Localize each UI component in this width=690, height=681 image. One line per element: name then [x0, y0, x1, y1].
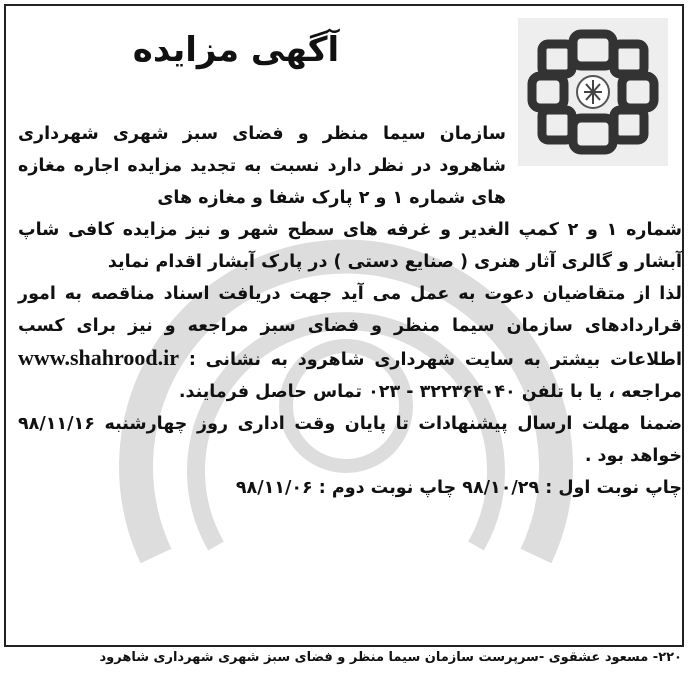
- municipality-logo: [518, 18, 668, 166]
- notice-title: آگهی مزایده: [132, 30, 340, 70]
- notice-frame: [4, 4, 684, 647]
- notice-intro: سازمان سیما منظر و فضای سبز شهری شهرداری شاهرود در نظر دارد نسبت به تجدید مزایده اجاره مغازه های شماره ۱ و ۲ پارک شفا و مغازه های: [18, 124, 506, 208]
- website-link[interactable]: www.shahrood.ir: [18, 345, 179, 370]
- footer-signature: ۲۲۰- مسعود عشقوی -سرپرست سازمان سیما منظر و فضای سبز شهری شهرداری شاهرود: [99, 650, 682, 665]
- deadline-text: ضمنا مهلت ارسال پیشنهادات تا پایان وقت اداری روز چهارشنبه ۹۸/۱۱/۱۶ خواهد بود .: [18, 414, 682, 466]
- invitation-contact: مراجعه ، یا با تلفن ۳۲۲۳۶۴۰۴۰ - ۰۲۳ تماس حاصل فرمایند.: [178, 382, 682, 402]
- notice-body: [18, 214, 682, 504]
- print-dates: چاپ نوبت اول : ۹۸/۱۰/۲۹ چاپ نوبت دوم : ۹۸/۱۱/۰۶: [235, 478, 682, 498]
- invitation-text: لذا از متقاضیان دعوت به عمل می آید جهت دریافت اسناد مناقصه به امور قراردادهای سازمان سیما منظر و فضای سبز مراجعه و نیز برای کسب اطلاعات بیشتر به سایت شهرداری شاهرود به نشانی :: [18, 284, 682, 370]
- logo-center-mark: [577, 76, 609, 108]
- body-line: شماره ۱ و ۲ کمپ الغدیر و غرفه های سطح شهر و نیز مزایده کافی شاپ آبشار و گالری آثار هنری ( صنایع دستی ) در پارک آبشار اقدام نماید: [18, 220, 682, 272]
